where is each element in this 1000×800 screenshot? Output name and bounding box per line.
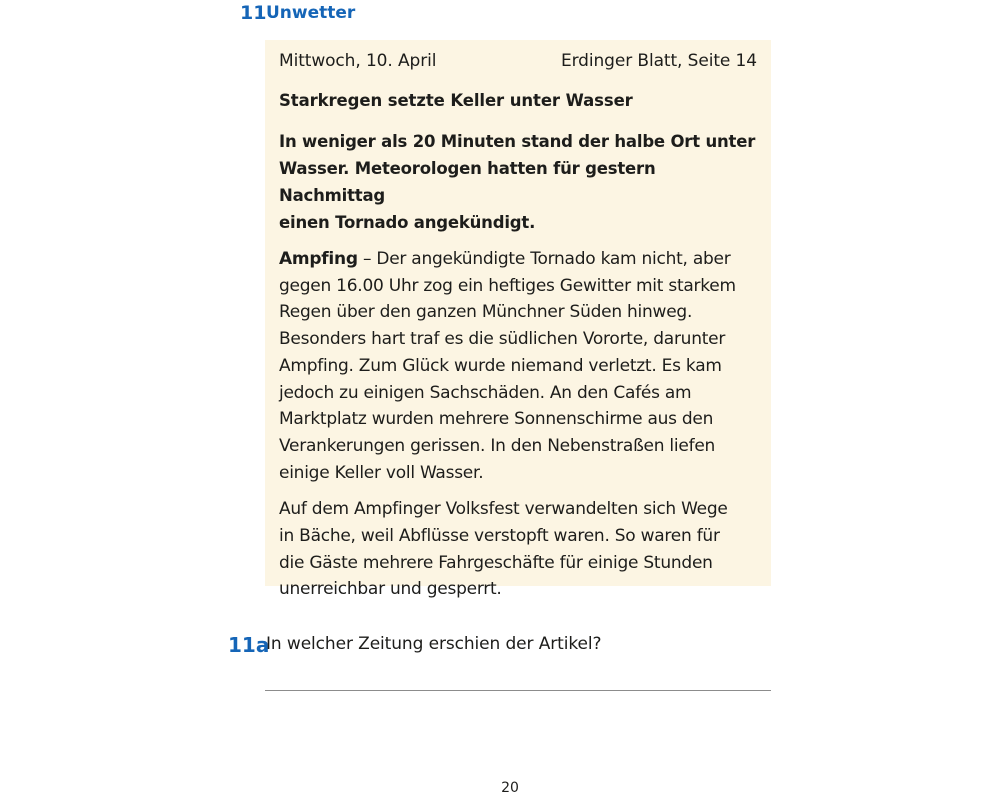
body-line: jedoch zu einigen Sachschäden. An den Cafés am (279, 382, 692, 403)
body-line: gegen 16.00 Uhr zog ein heftiges Gewitter mit starkem (279, 275, 736, 296)
article-headline: Starkregen setzte Keller unter Wasser (279, 91, 633, 110)
body-line: Besonders hart traf es die südlichen Vororte, darunter (279, 329, 726, 350)
question-number: 11a (228, 633, 270, 657)
body-line: Auf dem Ampfinger Volksfest verwandelten sich Wege (279, 499, 728, 520)
body-line: die Gäste mehrere Fahrgeschäfte für einige Stunden (279, 552, 713, 573)
body-line: Ampfing. Zum Glück wurde niemand verletzt. Es kam (279, 355, 722, 376)
article-second-paragraph (279, 496, 757, 603)
article-body-paragraph (279, 246, 757, 486)
article-meta (279, 50, 757, 72)
answer-line[interactable] (265, 690, 771, 691)
body-line-text: – Der angekündigte Tornado kam nicht, aber (357, 249, 731, 269)
body-line: Marktplatz wurden mehrere Sonnenschirme aus den (279, 409, 714, 430)
article-source: Erdinger Blatt, Seite 14 (560, 51, 757, 71)
exercise-title: Unwetter (266, 3, 356, 23)
article-lead (279, 128, 757, 236)
dateline-place: Ampfing (279, 249, 358, 269)
lead-line: einen Tornado angekündigt. (279, 213, 536, 232)
body-line: Verankerungen gerissen. In den Nebenstraßen liefen (279, 435, 716, 456)
body-line: einige Keller voll Wasser. (279, 462, 484, 483)
lead-line: Wasser. Meteorologen hatten für gestern Nachmittag (279, 159, 656, 205)
body-line: in Bäche, weil Abflüsse verstopft waren. So waren für (279, 526, 720, 547)
body-line: Regen über den ganzen Münchner Süden hinweg. (279, 302, 693, 323)
article-date: Mittwoch, 10. April (279, 51, 437, 71)
body-line (279, 246, 757, 273)
exercise-number: 11 (240, 2, 267, 24)
question-text: In welcher Zeitung erschien der Artikel? (266, 634, 602, 654)
page-number: 20 (501, 780, 519, 796)
lead-line: In weniger als 20 Minuten stand der halbe Ort unter (279, 132, 756, 151)
body-line: unerreichbar und gesperrt. (279, 579, 502, 600)
article-box (265, 40, 771, 600)
